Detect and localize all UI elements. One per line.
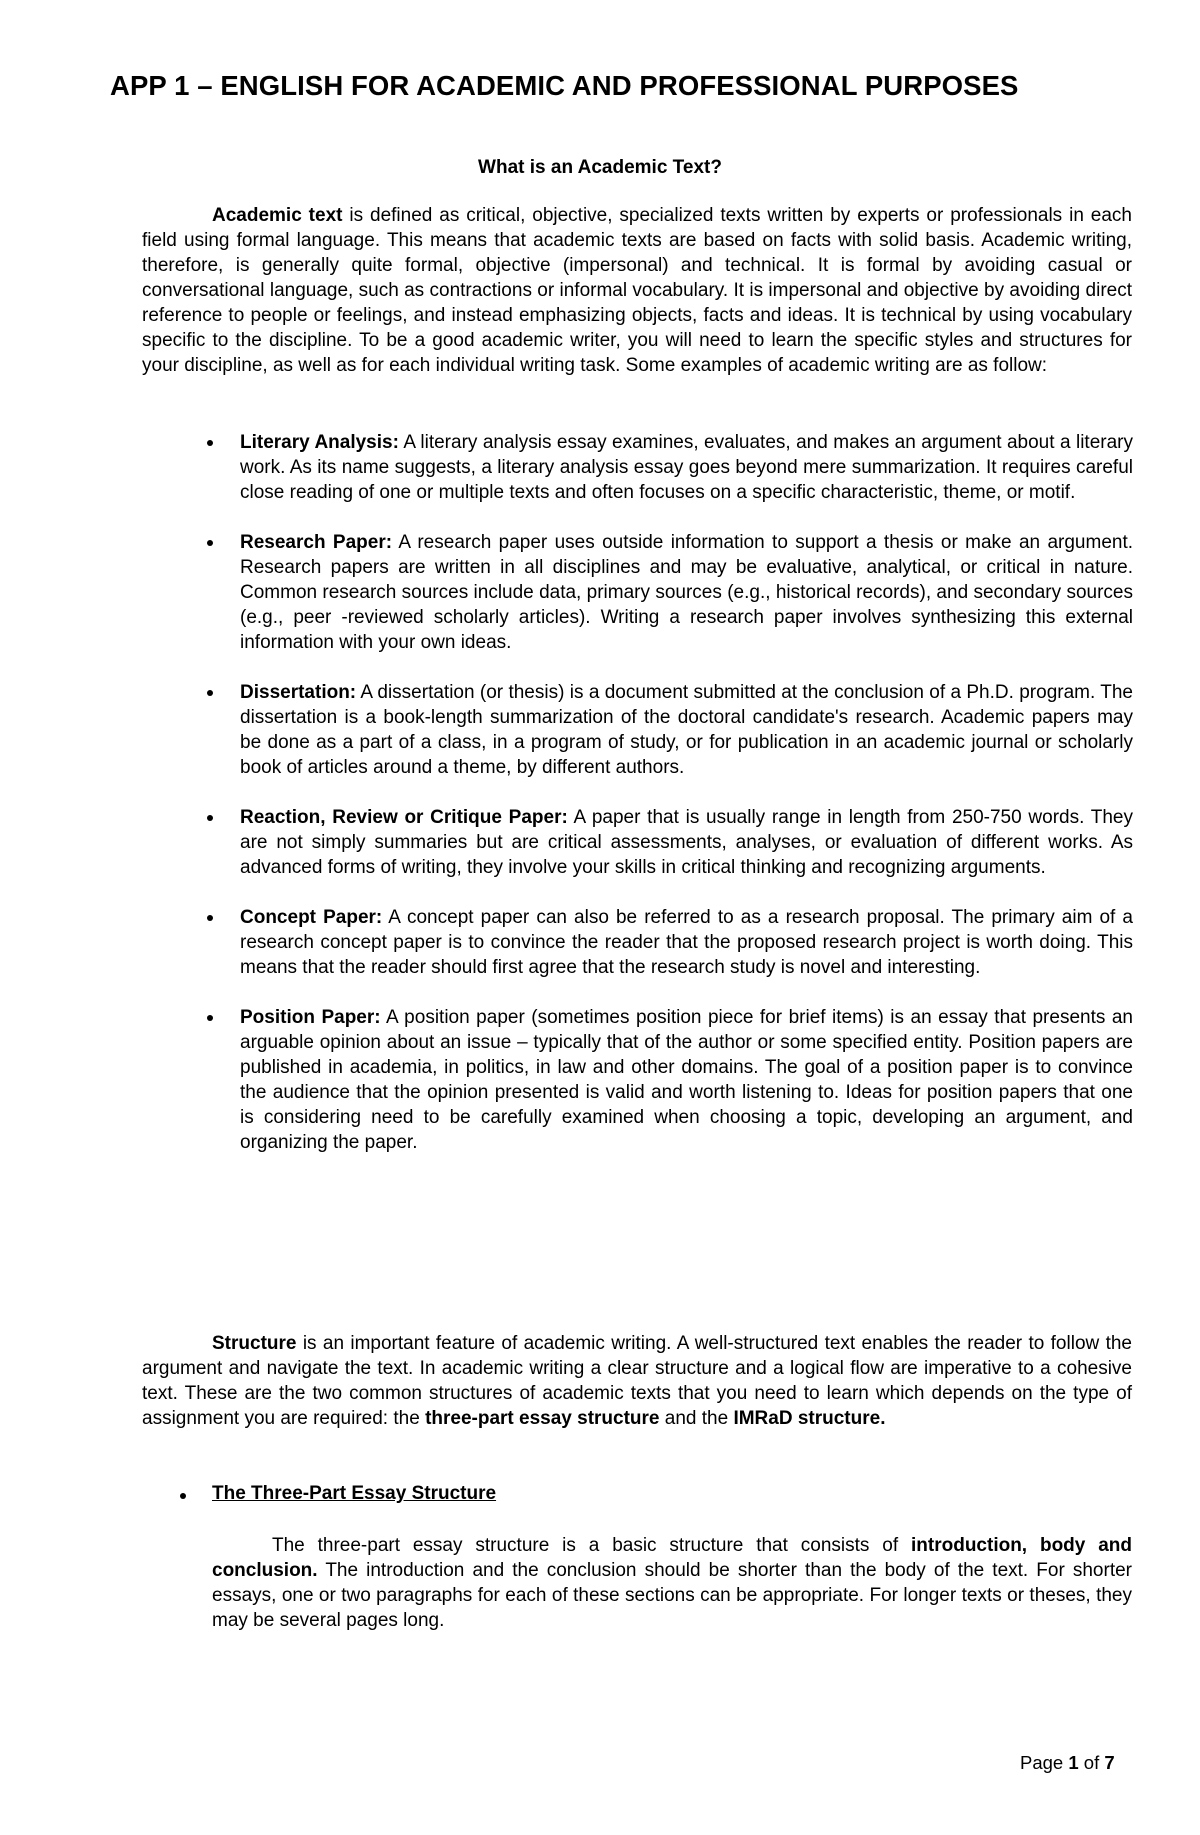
structure-text-1: is an important feature of academic writing. A well-structured text enables the reader to follow the argument and navigate the text. In academic writing a clear structure and a logical flow are imperative to a cohesive text. These are the two common structures of academic texts that you need to learn which depends on the type of assignment you are required: the [142, 1333, 1132, 1429]
three-part-text-1: The three-part essay structure is a basic structure that consists of [272, 1535, 911, 1556]
page-label: Page [1020, 1752, 1069, 1773]
examples-list [240, 430, 1133, 1180]
list-item [240, 1005, 1133, 1155]
section-subtitle: What is an Academic Text? [478, 157, 722, 178]
list-item-text: A position paper (sometimes position piece for brief items) is an essay that presents an arguable opinion about an issue – typically that of the author or some specified entity. Position papers are published in academia, in politics, in law and other domains. The goal of a position paper is to convince the audience that the opinion presented is valid and worth listening to. Ideas for position papers that one is considering need to be carefully examined when choosing a topic, developing an argument, and organizing the paper. [240, 1007, 1133, 1153]
list-item [240, 430, 1133, 505]
structure-bold-1: three-part essay structure [425, 1408, 660, 1429]
page-total: 7 [1104, 1752, 1115, 1773]
intro-paragraph [142, 203, 1132, 378]
intro-text: is defined as critical, objective, specialized texts written by experts or professionals in each field using formal language. This means that academic texts are based on facts with solid basis. Academic writing, therefore, is generally quite formal, objective (impersonal) and technical. It is formal by avoiding casual or conversational language, such as contractions or informal vocabulary. It is impersonal and objective by avoiding direct reference to people or feelings, and instead emphasizing objects, facts and ideas. It is technical by using vocabulary specific to the discipline. To be a good academic writer, you will need to learn the specific styles and structures for your discipline, as well as for each individual writing task. Some examples of academic writing are as follow: [142, 205, 1132, 376]
bullet-icon [180, 1493, 186, 1499]
structure-text-2: and the [659, 1408, 734, 1429]
list-item-text: A paper that is usually range in length from 250-750 words. They are not simply summaries but are critical assessments, analyses, or evaluation of different works. As advanced forms of writing, they involve your skills in critical thinking and recognizing arguments. [240, 807, 1134, 878]
list-item-term: Concept Paper: [240, 907, 383, 928]
three-part-text-2: The introduction and the conclusion should be shorter than the body of the text. For shorter essays, one or two paragraphs for each of these sections can be appropriate. For longer texts or theses, they may be several pages long. [212, 1560, 1132, 1631]
list-item-term: Research Paper: [240, 532, 393, 553]
list-item-term: Literary Analysis: [240, 432, 399, 453]
list-item [240, 530, 1133, 655]
structure-term: Structure [212, 1333, 297, 1354]
list-item-text: A literary analysis essay examines, evaluates, and makes an argument about a literary work. As its name suggests, a literary analysis essay goes beyond mere summarization. It requires careful close reading of one or multiple texts and often focuses on a specific characteristic, theme, or motif. [240, 432, 1133, 503]
list-item-term: Reaction, Review or Critique Paper: [240, 807, 568, 828]
structure-bold-2: IMRaD structure. [733, 1408, 886, 1429]
three-part-heading: The Three-Part Essay Structure [212, 1483, 497, 1504]
list-item-term: Dissertation: [240, 682, 357, 703]
intro-term: Academic text [212, 205, 343, 226]
list-item-text: A dissertation (or thesis) is a document submitted at the conclusion of a Ph.D. program. The dissertation is a book-length summarization of the doctoral candidate's research. Academic papers may be done as a part of a class, in a program of study, or for publication in an academic journal or scholarly book of articles around a theme, by different authors. [240, 682, 1133, 778]
document-title: APP 1 – ENGLISH FOR ACADEMIC AND PROFESSIONAL PURPOSES [110, 70, 1019, 101]
list-item-text: A concept paper can also be referred to as a research proposal. The primary aim of a research concept paper is to convince the reader that the proposed research project is worth doing. This means that the reader should first agree that the research study is novel and interesting. [240, 907, 1133, 978]
list-item-text: A research paper uses outside information to support a thesis or make an argument. Research papers are written in all disciplines and may be evaluative, analytical, or critical in nature. Common research sources include data, primary sources (e.g., historical records), and secondary sources (e.g., peer -reviewed scholarly articles). Writing a research paper involves synthesizing this external information with your own ideas. [240, 532, 1134, 653]
list-item [240, 905, 1133, 980]
page-number: 1 [1068, 1752, 1079, 1773]
list-item [240, 805, 1133, 880]
list-item-term: Position Paper: [240, 1007, 381, 1028]
list-item [240, 680, 1133, 780]
structure-paragraph [142, 1331, 1132, 1431]
page-number-footer [1020, 1752, 1115, 1774]
of-label: of [1078, 1752, 1105, 1773]
three-part-bold-1: introduction, body and conclusion. [212, 1535, 1132, 1581]
three-part-paragraph [212, 1533, 1132, 1633]
